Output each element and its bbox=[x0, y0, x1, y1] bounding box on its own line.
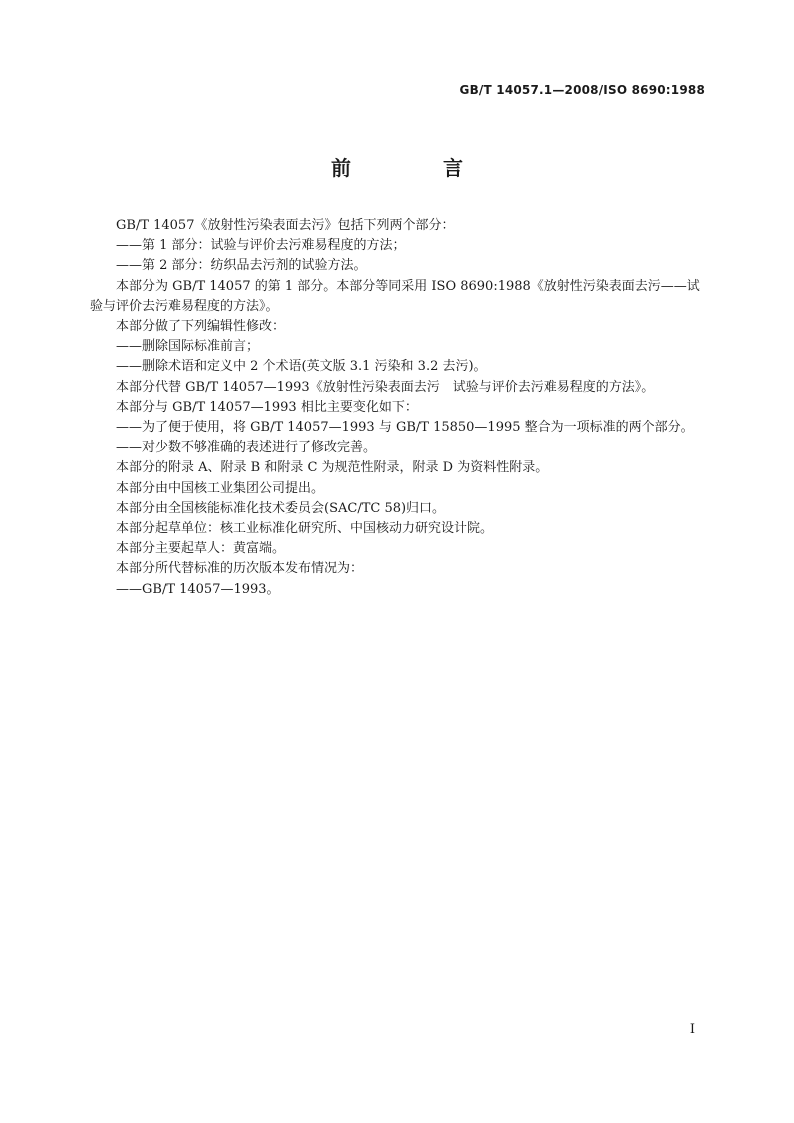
list-item: ——第 2 部分：纺织品去污剂的试验方法。 bbox=[116, 258, 367, 274]
paragraph: 本部分所代替标准的历次版本发布情况为： bbox=[116, 561, 364, 577]
paragraph: 本部分为 GB/T 14057 的第 1 部分。本部分等同采用 ISO 8690:1988《放射性污染表面去污——试验与评价去污难易程度的方法》。 bbox=[90, 278, 700, 314]
paragraph: 本部分与 GB/T 14057—1993 相比主要变化如下： bbox=[116, 399, 418, 415]
list-item: ——删除国际标准前言； bbox=[116, 339, 260, 355]
page-title: 前 言 bbox=[331, 156, 499, 180]
paragraph: 本部分起草单位：核工业标准化研究所、中国核动力研究设计院。 bbox=[116, 521, 494, 537]
paragraph: 本部分的附录 A、附录 B 和附录 C 为规范性附录，附录 D 为资料性附录。 bbox=[116, 460, 549, 476]
page-number: I bbox=[689, 1022, 695, 1037]
paragraph: 本部分由全国核能标准化技术委员会(SAC/TC 58)归口。 bbox=[116, 500, 446, 516]
foreword-body bbox=[90, 216, 708, 600]
paragraph: 本部分做了下列编辑性修改： bbox=[116, 319, 286, 335]
paragraph: 本部分代替 GB/T 14057—1993《放射性污染表面去污 试验与评价去污难易程度的方法》。 bbox=[116, 379, 655, 395]
standard-code: GB/T 14057.1—2008/ISO 8690:1988 bbox=[459, 83, 705, 97]
list-item: ——GB/T 14057—1993。 bbox=[116, 581, 280, 597]
paragraph: 本部分由中国核工业集团公司提出。 bbox=[116, 480, 325, 496]
list-item: ——为了便于使用，将 GB/T 14057—1993 与 GB/T 15850—1995 整合为一项标准的两个部分。 bbox=[116, 420, 694, 436]
paragraph: 本部分主要起草人：黄富端。 bbox=[116, 541, 286, 557]
list-item: ——对少数不够准确的表述进行了修改完善。 bbox=[116, 440, 377, 456]
list-item: ——删除术语和定义中 2 个术语(英文版 3.1 污染和 3.2 去污)。 bbox=[116, 359, 487, 375]
paragraph: GB/T 14057《放射性污染表面去污》包括下列两个部分： bbox=[116, 218, 455, 233]
list-item: ——第 1 部分：试验与评价去污难易程度的方法； bbox=[116, 238, 406, 254]
